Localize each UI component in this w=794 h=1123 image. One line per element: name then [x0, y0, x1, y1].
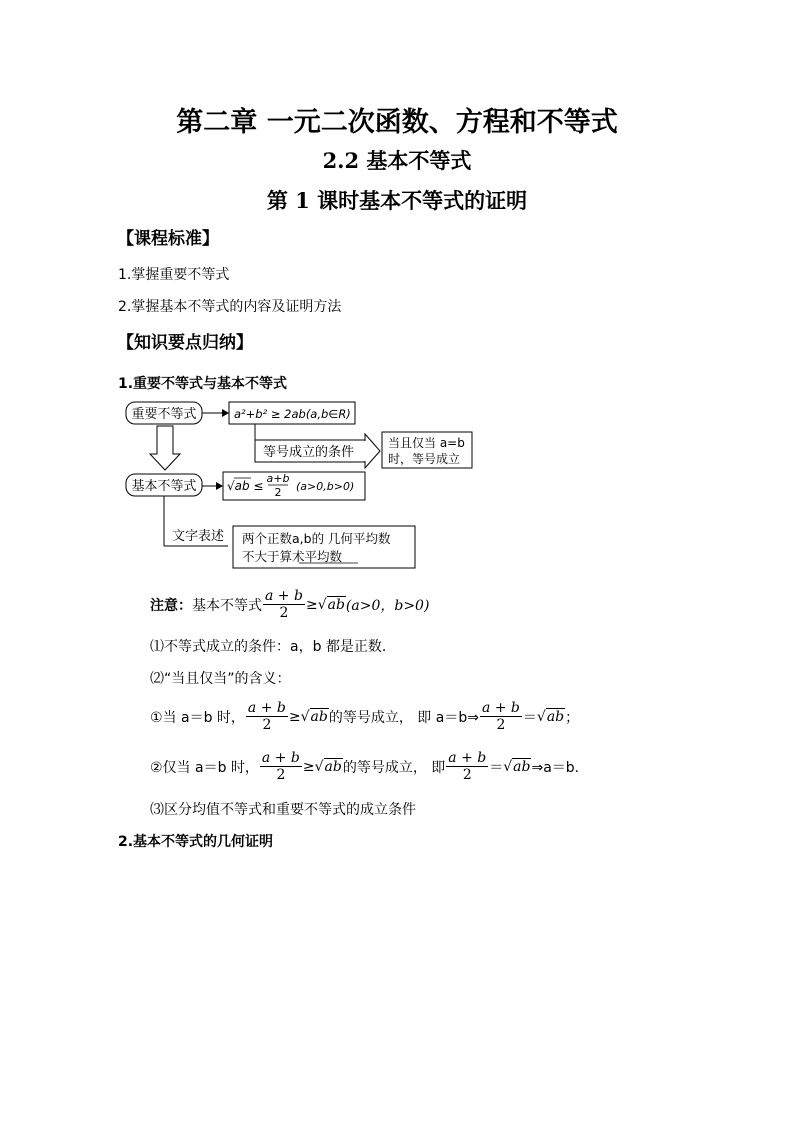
item3-suffix: ；: [565, 709, 580, 726]
important-inequality-label: 重要不等式: [131, 407, 197, 422]
item4-prefix: ②仅当 a＝b 时，: [150, 759, 259, 776]
geq-sign: ≥: [288, 708, 301, 725]
chapter-title: 第二章 一元二次函数、方程和不等式: [176, 107, 618, 138]
inequality-diagram: [118, 396, 488, 576]
basic-inequality-label: 基本不等式: [131, 479, 197, 494]
equals-sign: ＝: [522, 709, 537, 726]
formula2-numerator: a+b: [266, 472, 290, 485]
sqrt-ab: √ab: [503, 758, 531, 775]
formula2-condition: (a>0,b>0): [296, 480, 355, 493]
sqrt-radicand: ab: [327, 596, 345, 613]
fraction-denominator: 2: [262, 717, 272, 733]
item3-prefix: ①当 a＝b 时，: [150, 709, 245, 726]
sqrt-ab: √ab: [314, 758, 342, 775]
fraction-denominator: 2: [496, 717, 506, 733]
fraction-numerator: a + b: [247, 700, 286, 716]
note-item-4: [150, 750, 579, 783]
fraction-denominator: 2: [279, 605, 289, 621]
sqrt-ab: √ab: [300, 708, 328, 725]
fraction-denominator: 2: [462, 767, 472, 783]
point1-title: 1.重要不等式与基本不等式: [118, 376, 288, 392]
sqrt-ab: √ab: [536, 708, 565, 725]
result-line-2: 时，等号成立: [388, 452, 461, 466]
text-statement-label: 文字表述: [172, 529, 225, 544]
equals-sign: ＝: [489, 759, 504, 776]
fraction-numerator: a + b: [261, 750, 300, 766]
fraction-numerator: a + b: [448, 750, 487, 766]
condition-label: 等号成立的条件: [263, 445, 355, 460]
formula2-left: √ab ≤: [227, 479, 264, 493]
formula2-denominator: 2: [274, 486, 282, 499]
note-item-5: ⑶区分均值不等式和重要不等式的成立条件: [150, 802, 416, 818]
fraction-denominator: 2: [276, 767, 286, 783]
sqrt-radicand: ab: [324, 758, 342, 775]
text-statement-line-2: 不大于算术平均数: [242, 549, 343, 564]
standards-heading: 【课程标准】: [117, 229, 219, 249]
note-item-1: ⑴不等式成立的条件：a，b 都是正数．: [150, 639, 396, 655]
fraction-numerator: a + b: [481, 700, 520, 716]
sqrt-radicand: ab: [513, 758, 531, 775]
note-label: 注意：: [150, 597, 192, 614]
note-formula-line: [150, 588, 429, 621]
down-arrow-icon: [150, 426, 180, 470]
item3-fraction: [246, 700, 288, 733]
geq-sign: ≥: [302, 758, 315, 775]
sqrt-radicand: ab: [310, 708, 328, 725]
sqrt-radicand: ab: [546, 708, 565, 725]
lesson-title: 第 1 课时基本不等式的证明: [266, 188, 528, 213]
item3-fraction-2: [480, 700, 522, 733]
knowledge-heading: 【知识要点归纳】: [117, 333, 253, 353]
item3-middle: 的等号成立， 即 a＝b⇒: [328, 709, 479, 726]
note-item-2: ⑵“当且仅当”的含义：: [150, 671, 291, 687]
sqrt-ab: √ab: [317, 596, 345, 613]
note-condition: (a>0，b>0): [345, 597, 430, 614]
fraction-numerator: a + b: [265, 588, 303, 604]
formula1-text: a²+b² ≥ 2ab(a,b∈R): [234, 407, 351, 421]
note-item-3: [150, 700, 579, 733]
item4-fraction-2: [446, 750, 488, 783]
standard-item-1: 1.掌握重要不等式: [118, 267, 230, 283]
point2-title: 2.基本不等式的几何证明: [118, 834, 274, 850]
geq-sign: ≥: [305, 596, 318, 613]
text-statement-line-1: 两个正数a,b的 几何平均数: [242, 531, 391, 546]
standard-item-2: 2.掌握基本不等式的内容及证明方法: [118, 299, 342, 315]
item4-suffix: ⇒a＝b.: [531, 759, 580, 776]
note-fraction: [263, 588, 305, 621]
section-title: 2.2 基本不等式: [322, 148, 472, 173]
note-lead: 基本不等式: [192, 597, 262, 614]
item4-middle: 的等号成立， 即: [342, 759, 446, 776]
result-line-1: 当且仅当 a=b: [388, 436, 465, 450]
item4-fraction: [260, 750, 302, 783]
